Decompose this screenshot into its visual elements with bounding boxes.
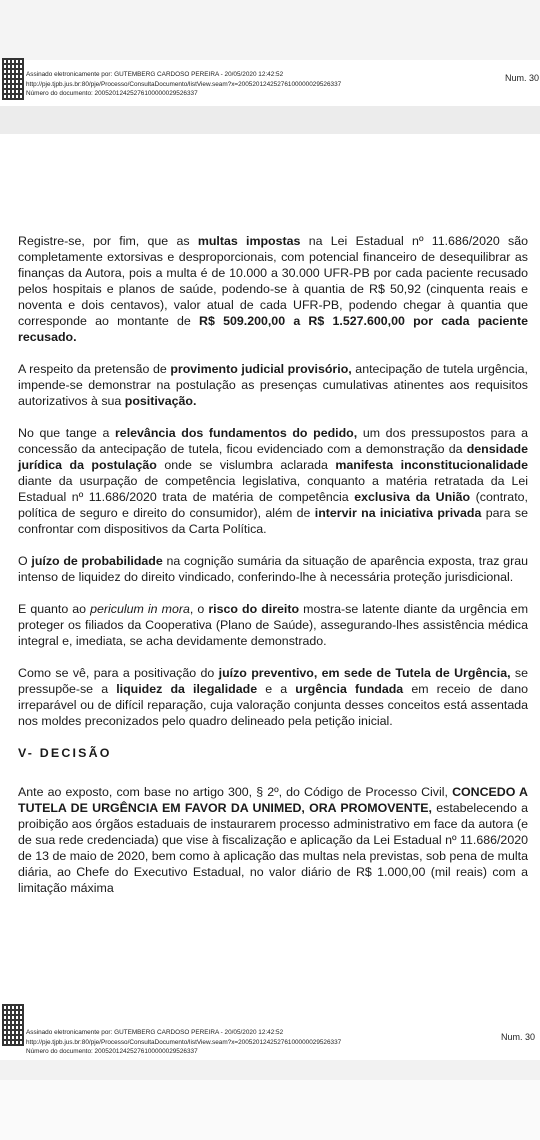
qr-code-icon (2, 58, 24, 100)
paragraph: Ante ao exposto, com base no artigo 300, § 2º, do Código de Processo Civil, CONCEDO A TUTELA DE URGÊNCIA EM FAVOR DA UNIMED, ORA PROMOVENTE, estabelecendo a proibição aos órgãos estaduais de instaurarem processo administrativo em face da autora (e de sua rede credenciada) que vise à fiscalização e aplicação da Lei Estadual nº 11.686/2020 de 13 de maio de 2020, bem como à aplicação das multas nela previstas, sob pena de multa diária, ao Chefe do Executivo Estadual, no valor diário de R$ 1.000,00 (mil reais) com a limitação máxima (18, 785, 528, 895)
document-url[interactable]: http://pje.tjpb.jus.br:80/pje/Processo/ConsultaDocumento/listView.seam?x=20052012425276100000029526337 (26, 1038, 342, 1046)
paragraph: Como se vê, para a positivação do juízo preventivo, em sede de Tutela de Urgência, se pressupõe-se a liquidez da ilegalidade e a urgência fundada em receio de dano irreparável ou de difícil reparação, cuja valoração conjunta desses conceitos está assentada nos moldes preconizados pelo quadro delineado pela petição inicial. (18, 666, 528, 728)
document-url[interactable]: http://pje.tjpb.jus.br:80/pje/Processo/ConsultaDocumento/listView.seam?x=20052012425276100000029526337 (26, 80, 342, 88)
document-body (18, 233, 528, 912)
page-gap (0, 1060, 540, 1080)
qr-code-icon (2, 1004, 24, 1046)
signature-text (26, 1028, 341, 1057)
page-number: Num. 30 (505, 73, 540, 83)
signature-text (26, 70, 341, 99)
signature-header (0, 60, 540, 110)
top-margin (0, 0, 540, 60)
bottom-margin (0, 1080, 540, 1140)
document-number: Número do documento: 20052012425276100000029526337 (26, 90, 198, 98)
paragraph: Registre-se, por fim, que as multas impostas na Lei Estadual nº 11.686/2020 são completamente extorsivas e desproporcionais, com potencial financeiro de desequilibrar as finanças da Autora, pois a multa é de 10.000 a 30.000 UFR-PB por cada paciente recusado pelos hospitais e planos de saúde, podendo-se à quantia de R$ 50,92 (cinquenta reais e noventa e dois centavos), valor atual de cada UFR-PB, podendo chegar à quantia que corresponde ao montante de R$ 509.200,00 a R$ 1.527.600,00 por cada paciente recusado. (18, 234, 528, 344)
paragraph: No que tange a relevância dos fundamentos do pedido, um dos pressupostos para a concessão da antecipação de tutela, ficou evidenciado com a demonstração da densidade jurídica da postulação onde se vislumbra aclarada manifesta inconstitucionalidade diante da usurpação de competência legislativa, conquanto a matéria retratada da Lei Estadual nº 11.686/2020 trata de matéria de competência exclusiva da União (contrato, política de seguro e direito do consumidor), além de intervir na iniciativa privada para se confrontar com dispositivos da Carta Política. (18, 426, 529, 536)
section-heading: V- DECISÃO (18, 746, 112, 760)
signer-line: Assinado eletronicamente por: GUTEMBERG CARDOSO PEREIRA - 20/05/2020 12:42:52 (26, 71, 284, 78)
document-number: Número do documento: 20052012425276100000029526337 (26, 1048, 198, 1056)
page-gap (0, 106, 540, 134)
page-number: Num. 30 (501, 1032, 536, 1042)
paragraph: E quanto ao periculum in mora, o risco do direito mostra-se latente diante da urgência em proteger os filiados da Cooperativa (Plano de Saúde), assegurando-lhes assistência médica integral e, imediata, se acha devidamente demonstrado. (18, 602, 529, 648)
paragraph: A respeito da pretensão de provimento judicial provisório, antecipação de tutela urgência, impende-se demonstrar na postulação as presenças cumulativas atinentes aos requisitos autorizativos à sua positivação. (18, 362, 528, 408)
paragraph: O juízo de probabilidade na cognição sumária da situação de aparência exposta, traz grau intenso de liquidez do direito vindicado, conferindo-lhe à necessária proteção jurisdicional. (18, 554, 528, 584)
signer-line: Assinado eletronicamente por: GUTEMBERG CARDOSO PEREIRA - 20/05/2020 12:42:52 (26, 1029, 284, 1036)
signature-footer (0, 1000, 540, 1060)
